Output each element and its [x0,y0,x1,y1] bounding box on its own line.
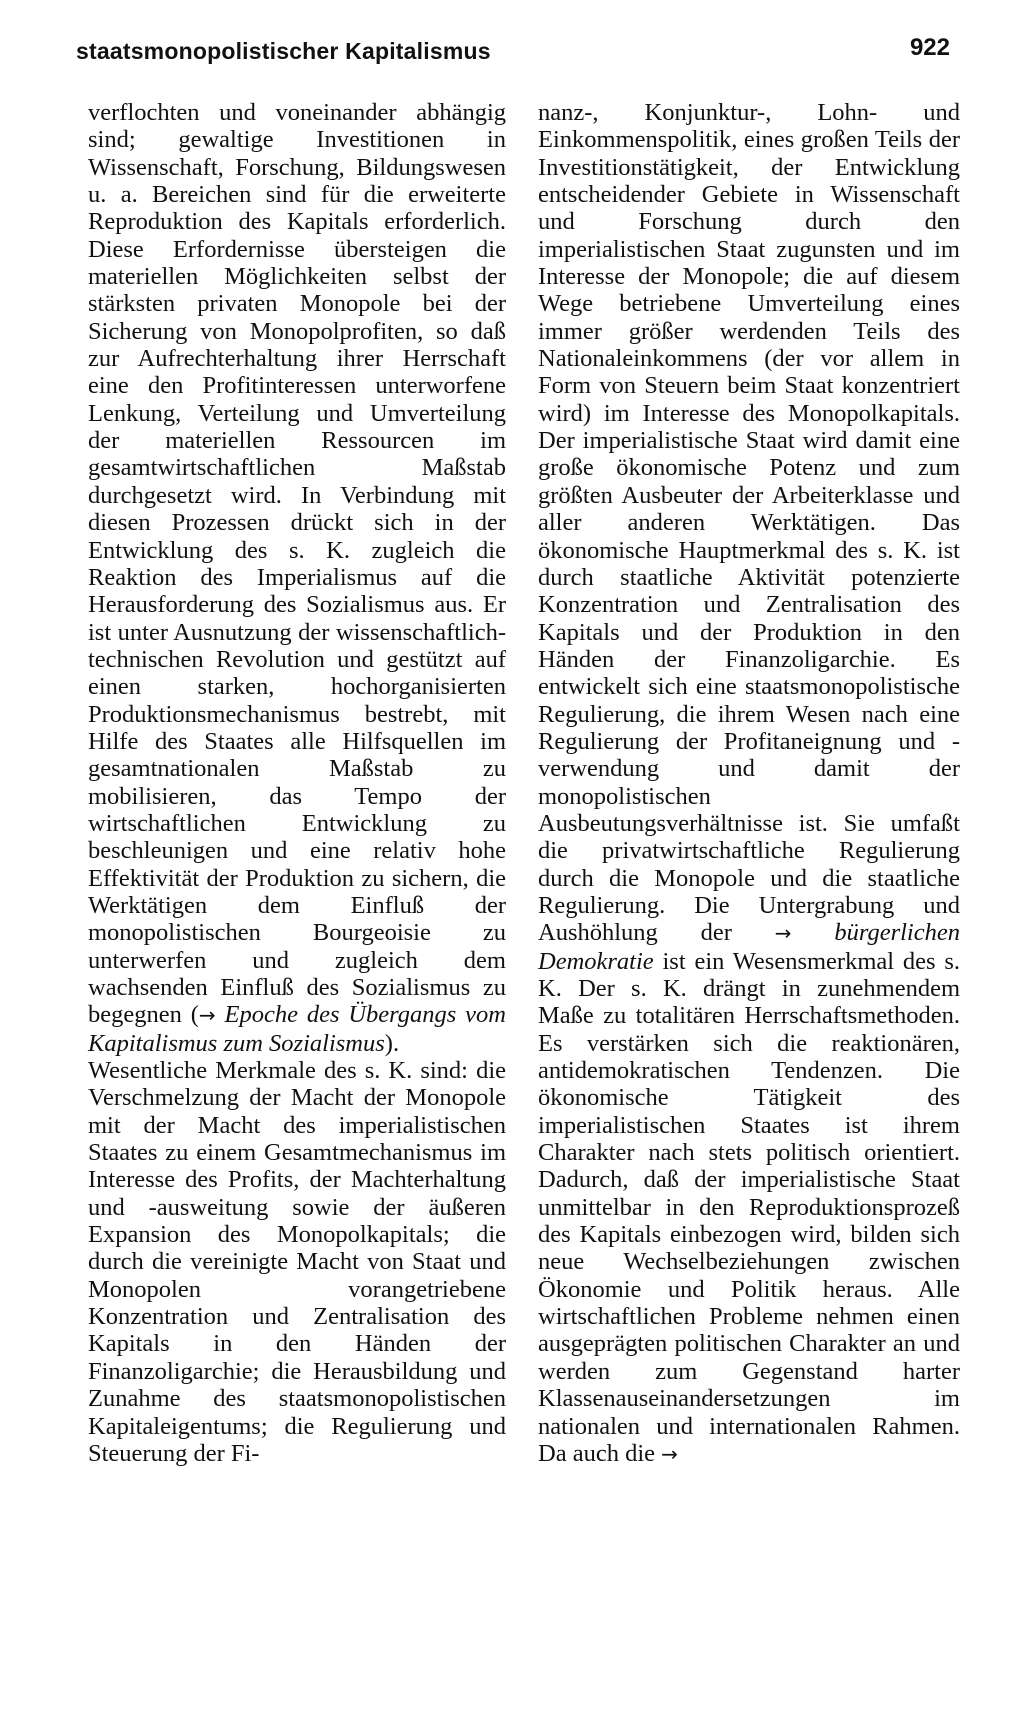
running-head-title: staatsmonopolistischer Kapitalismus [76,38,491,64]
paragraph-text: Wesentliche Merkmale des s. K. sind: die Verschmelzung der Macht der Monopole mit der Macht des imperialistischen Staates zu einem Gesamtmechanismus im Interesse des Profits, der Machterhaltung und -ausweitung sowie der äußeren Expansion des Monopolkapitals; die durch die vereinigte Macht von Staat und Monopolen vorangetriebene Konzentration und Zentralisation des Kapitals in den Händen der Finanzoligarchie; die Herausbildung und Zunahme des staatsmonopolistischen Kapitaleigentums; die Regulierung und Steuerung der Fi- [88,1057,506,1467]
page-number: 922 [909,34,950,61]
paragraph [88,99,506,1057]
cross-reference-link[interactable]: Epoche des Übergangs vom Kapitalismus zum Sozialismus [88,1001,506,1057]
cross-reference-arrow-icon: → [198,1003,216,1028]
paragraph-text-end: ). [384,1029,400,1057]
page-header [76,30,950,70]
cross-reference-link[interactable]: bürgerlichen Demokratie [538,919,960,975]
continuation-arrow-icon: → [661,1441,678,1466]
paragraph-text: verflochten und voneinander abhängig sind; gewaltige Investitionen in Wissenschaft, Forschung, Bildungswesen u. a. Bereichen sind für die erweiterte Reproduktion des Kapitals erforderlich. Diese Erfordernisse übersteigen die materiellen Möglichkeiten selbst der stärksten privaten Monopole bei der Sicherung von Monopolprofiten, so daß zur Aufrechterhaltung ihrer Herrschaft eine den Profitinteressen unterworfene Lenkung, Verteilung und Umverteilung der materiellen Ressourcen im gesamtwirtschaftlichen Maßstab durchgesetzt wird. In Verbindung mit diesen Prozessen drückt sich in der Entwicklung des s. K. zugleich die Reaktion des Imperialismus auf die Herausforderung des Sozialismus aus. Er ist unter Ausnutzung der wissenschaftlich-technischen Revolution und gestützt auf einen starken, hochorganisierten Produktionsmechanismus bestrebt, mit Hilfe des Staates alle Hilfsquellen im gesamtnationalen Maßstab zu mobilisieren, das Tempo der wirtschaftlichen Entwicklung zu beschleunigen und eine relativ hohe Effektivität der Produktion zu sichern, die Werktätigen dem Einfluß der monopolistischen Bourgeoisie zu unterwerfen und zugleich dem wachsenden Einfluß des Sozialismus zu begegnen ( [88,99,506,1029]
paragraph-text: ist ein Wesensmerkmal des s. K. Der s. K. drängt in zunehmendem Maße zu totalitären Herrschaftsmethoden. Es verstärken sich die reaktionären, antidemokratischen Tendenzen. Die ökonomische Tätigkeit des imperialistischen Staates ist ihrem Charakter nach stets politisch orientiert. Dadurch, daß der imperialistische Staat unmittelbar in den Reproduktionsprozeß des Kapitals einbezogen wird, bilden sich neue Wechselbeziehungen zwischen Ökonomie und Politik heraus. Alle wirtschaftlichen Probleme nehmen einen ausgeprägten politischen Charakter an und werden zum Gegenstand harter Klassenauseinandersetzungen im nationalen und internationalen Rahmen. Da auch die [538,947,960,1467]
cross-reference-arrow-icon: → [774,921,792,946]
left-text-column [88,99,506,1467]
paragraph [538,99,960,1468]
right-text-column [538,99,960,1468]
paragraph-text: nanz-, Konjunktur-, Lohn- und Einkommenspolitik, eines großen Teils der Investitionstätigkeit, der Entwicklung entscheidender Gebiete in Wissenschaft und Forschung durch den imperialistischen Staat zugunsten und im Interesse der Monopole; die auf diesem Wege betriebene Umverteilung eines immer größer werdenden Teils des Nationaleinkommens (der vor allem in Form von Steuern beim Staat konzentriert wird) im Interesse des Monopolkapitals. Der imperialistische Staat wird damit eine große ökonomische Potenz und zum größten Ausbeuter der Arbeiterklasse und aller anderen Werktätigen. Das ökonomische Hauptmerkmal des s. K. ist durch staatliche Aktivität potenzierte Konzentration und Zentralisation des Kapitals und der Produktion in den Händen der Finanzoligarchie. Es entwickelt sich eine staatsmonopolistische Regulierung, die ihrem Wesen nach eine Regulierung der Profitaneignung und -verwendung und damit der monopolistischen Ausbeutungsverhältnisse ist. Sie umfaßt die privatwirtschaftliche Regulierung durch die Monopole und die staatliche Regulierung. Die Untergrabung und Aushöhlung der [538,99,960,947]
paragraph [88,1057,506,1467]
